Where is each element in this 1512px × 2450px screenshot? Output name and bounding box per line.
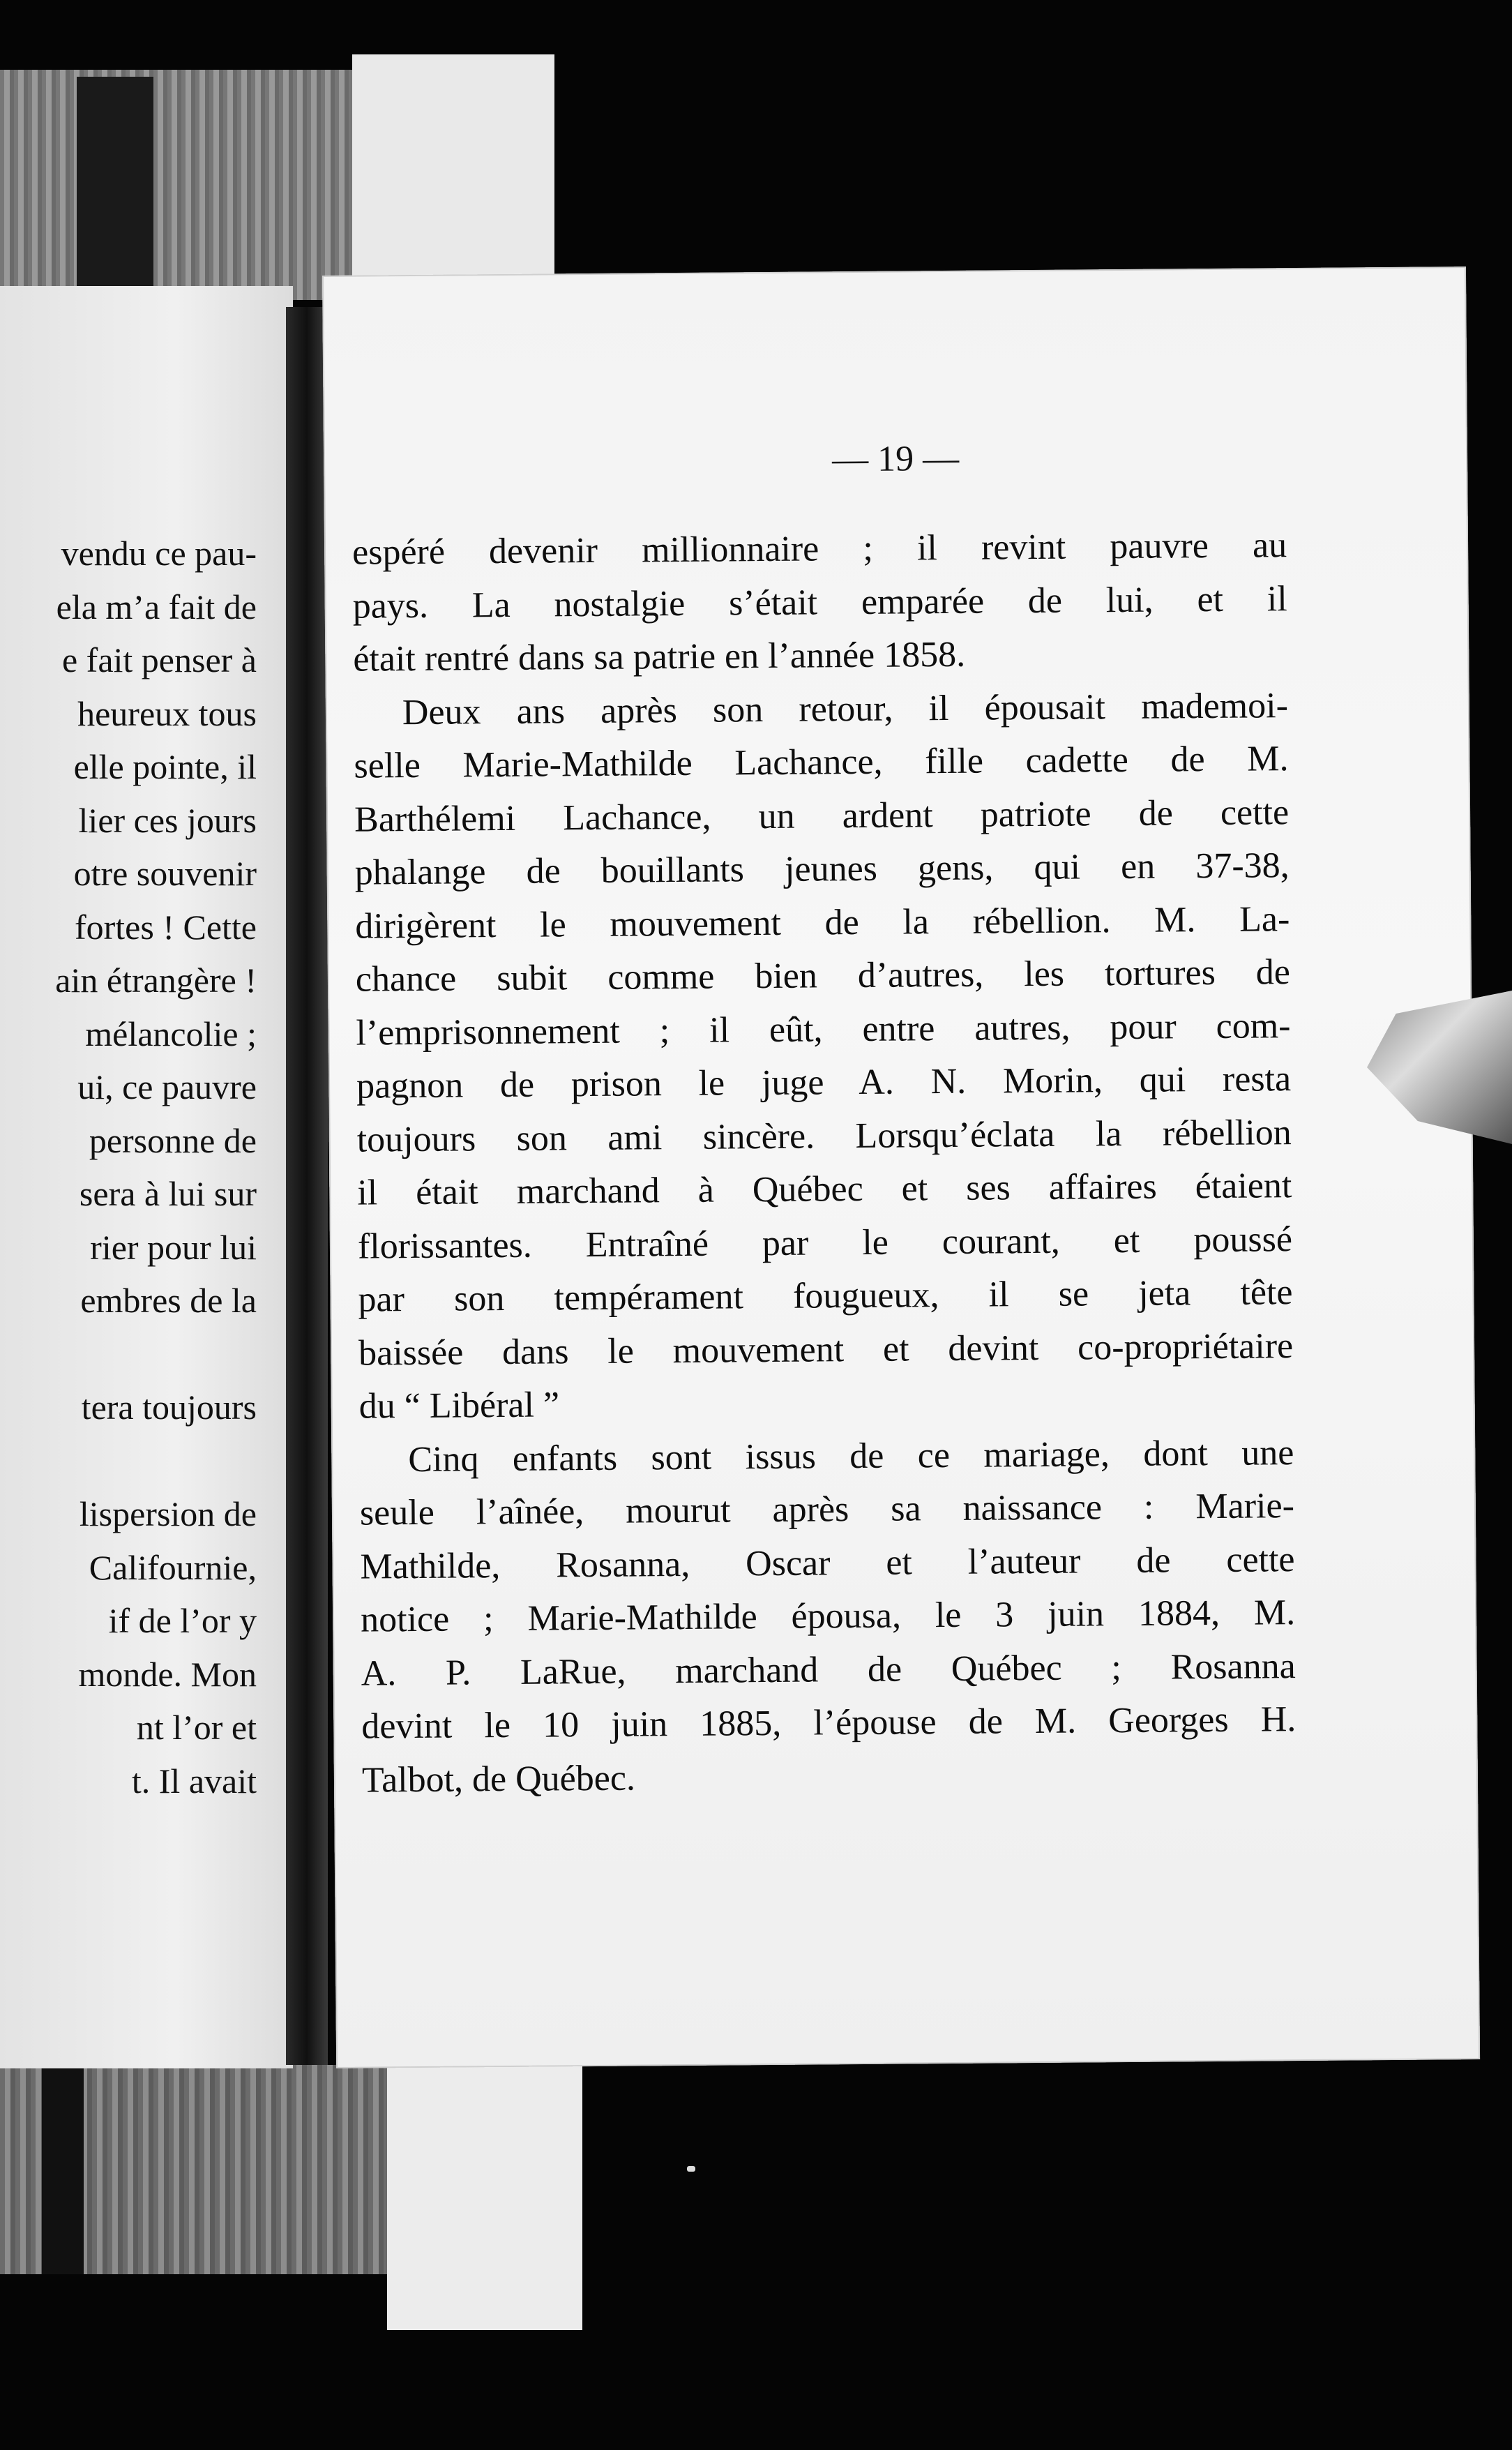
right-page-text bbox=[352, 519, 1296, 1807]
text-line: pays. La nostalgie s’était emparée de lui, et il bbox=[352, 578, 1287, 626]
text-line: l’emprisonnement ; il eût, entre autres, pour com- bbox=[356, 1005, 1291, 1053]
text-line: Talbot, de Québec. bbox=[361, 1758, 636, 1801]
left-line: rier pour lui bbox=[90, 1227, 257, 1267]
left-line: vendu ce pau- bbox=[61, 534, 257, 573]
left-line: tera toujours bbox=[81, 1388, 257, 1427]
left-line: lispersion de bbox=[79, 1494, 257, 1533]
left-line: sera à lui sur bbox=[79, 1174, 257, 1213]
text-line: devint le 10 juin 1885, l’épouse de M. Georges H. bbox=[361, 1699, 1296, 1747]
book-gutter bbox=[286, 307, 328, 2065]
left-line: monde. Mon bbox=[78, 1654, 257, 1694]
left-line: if de l’or y bbox=[108, 1601, 257, 1640]
left-line: t. Il avait bbox=[131, 1761, 257, 1801]
top-white-tab bbox=[352, 54, 554, 306]
text-line: était rentré dans sa patrie en l’année 1858. bbox=[353, 634, 966, 679]
dust-mark bbox=[687, 2166, 695, 2172]
left-line: ui, ce pauvre bbox=[77, 1067, 257, 1106]
left-page-text bbox=[0, 527, 257, 1808]
text-line: pagnon de prison le juge A. N. Morin, qui resta bbox=[356, 1059, 1292, 1106]
right-page bbox=[322, 266, 1480, 2068]
left-line: embres de la bbox=[80, 1281, 257, 1320]
left-line: otre souvenir bbox=[73, 854, 257, 893]
left-line: fortes ! Cette bbox=[74, 907, 257, 947]
bottom-left-dark-strip bbox=[42, 2065, 84, 2274]
left-line bbox=[0, 1434, 257, 1488]
left-line: ela m’a fait de bbox=[56, 587, 257, 626]
top-left-clip bbox=[0, 70, 363, 300]
text-line: il était marchand à Québec et ses affaires étaient bbox=[357, 1166, 1292, 1213]
text-line: seule l’aînée, mourut après sa naissance : Marie- bbox=[359, 1486, 1295, 1533]
text-line: Barthélemi Lachance, un ardent patriote de cette bbox=[354, 792, 1290, 840]
text-line: Deux ans après son retour, il épousait mademoi- bbox=[402, 685, 1289, 732]
text-line: phalange de bouillants jeunes gens, qui en 37-38, bbox=[354, 846, 1290, 893]
left-line: personne de bbox=[89, 1120, 257, 1160]
left-line: elle pointe, il bbox=[73, 747, 257, 786]
left-line: Califournie, bbox=[89, 1547, 257, 1587]
text-line: Mathilde, Rosanna, Oscar et l’auteur de cette bbox=[360, 1539, 1295, 1587]
text-line: florissantes. Entraîné par le courant, et poussé bbox=[357, 1219, 1293, 1267]
text-line: notice ; Marie-Mathilde épousa, le 3 juin 1884, M. bbox=[360, 1593, 1296, 1640]
text-line: chance subit comme bien d’autres, les tortures de bbox=[355, 952, 1291, 1000]
text-line: Cinq enfants sont issus de ce mariage, dont une bbox=[408, 1432, 1294, 1480]
left-line: heureux tous bbox=[77, 693, 257, 733]
bottom-white-tab bbox=[387, 2065, 582, 2330]
text-line: toujours son ami sincère. Lorsqu’éclata la rébellion bbox=[356, 1112, 1292, 1160]
text-line: baissée dans le mouvement et devint co-propriétaire bbox=[358, 1325, 1294, 1374]
text-line: A. P. LaRue, marchand de Québec ; Rosanna bbox=[361, 1646, 1296, 1694]
text-line: selle Marie-Mathilde Lachance, fille cadette de M. bbox=[354, 739, 1289, 786]
left-line: e fait penser à bbox=[61, 640, 257, 679]
page-number: — 19 — bbox=[831, 438, 960, 480]
left-line: ain étrangère ! bbox=[55, 961, 257, 1000]
text-line: espéré devenir millionnaire ; il revint pauvre au bbox=[351, 525, 1287, 573]
text-line: du “ Libéral ” bbox=[358, 1385, 560, 1427]
left-page bbox=[0, 286, 293, 2068]
left-line: lier ces jours bbox=[78, 800, 257, 840]
left-line: mélancolie ; bbox=[85, 1014, 257, 1053]
text-line: par son tempérament fougueux, il se jeta tête bbox=[358, 1272, 1293, 1320]
left-line: nt l’or et bbox=[136, 1708, 257, 1747]
left-line bbox=[0, 1328, 257, 1381]
top-left-dark-strip bbox=[77, 77, 153, 307]
text-line: dirigèrent le mouvement de la rébellion. M. La- bbox=[355, 899, 1290, 947]
